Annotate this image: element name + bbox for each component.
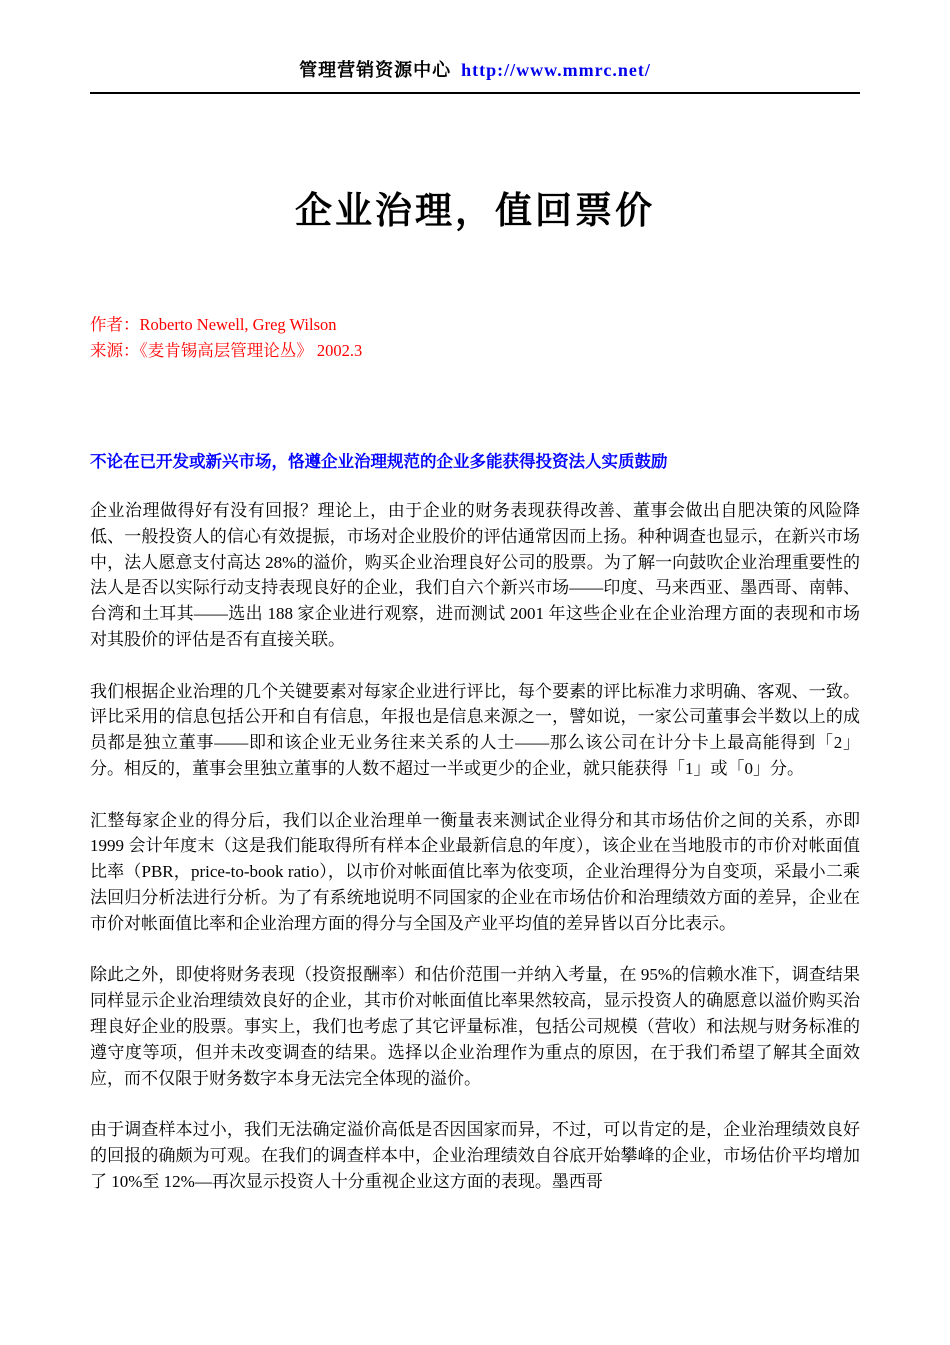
source-line: 来源：《麦肯锡高层管理论丛》 2002.3 — [90, 341, 363, 360]
article-body — [90, 498, 860, 1195]
page-header — [90, 58, 860, 82]
paragraph-4: 除此之外，即使将财务表现（投资报酬率）和估价范围一并纳入考量，在 95%的信赖水准下，调查结果同样显示企业治理绩效良好的企业，其市价对帐面值比率果然较高，显示投资人的确愿意以溢价购买治理良好企业的股票。事实上，我们也考虑了其它评量标准，包括公司规模（营收）和法规与财务标准的遵守度等项，但并未改变调查的结果。选择以企业治理作为重点的原因，在于我们希望了解其全面效应，而不仅限于财务数字本身无法完全体现的溢价。 — [90, 965, 860, 1088]
paragraph-3: 汇整每家企业的得分后，我们以企业治理单一衡量表来测试企业得分和其市场估价之间的关系，亦即 1999 会计年度末（这是我们能取得所有样本企业最新信息的年度），该企业在当地股市的市价对帐面值比率（PBR，price-to-book ratio），以市价对帐面值比率为依变项，企业治理得分为自变项，采最小二乘法回归分析法进行分析。为了有系统地说明不同国家的企业在市场估价和治理绩效方面的差异，企业在市价对帐面值比率和企业治理方面的得分与全国及产业平均值的差异皆以百分比表示。 — [90, 810, 860, 933]
article-title: 企业治理，值回票价 — [295, 191, 655, 232]
paragraph-5: 由于调查样本过小，我们无法确定溢价高低是否因国家而异，不过，可以肯定的是，企业治理绩效良好的回报的确颇为可观。在我们的调查样本中，企业治理绩效自谷底开始攀峰的企业，市场估价平均增加了 10%至 12%—再次显示投资人十分重视企业这方面的表现。墨西哥 — [90, 1120, 860, 1191]
site-name: 管理营销资源中心 — [299, 60, 452, 80]
site-url-link[interactable]: http://www.mmrc.net/ — [461, 60, 651, 80]
header-divider — [90, 92, 860, 94]
paragraph-2: 我们根据企业治理的几个关键要素对每家企业进行评比，每个要素的评比标准力求明确、客观、一致。评比采用的信息包括公开和自有信息，年报也是信息来源之一，譬如说，一家公司董事会半数以上的成员都是独立董事――即和该企业无业务往来关系的人士――那么该公司在计分卡上最高能得到「2」分。相反的，董事会里独立董事的人数不超过一半或更少的企业，就只能获得「1」或「0」分。 — [90, 681, 860, 778]
paragraph-1: 企业治理做得好有没有回报？理论上，由于企业的财务表现获得改善、董事会做出自肥决策的风险降低、一般投资人的信心有效提振，市场对企业股价的评估通常因而上扬。种种调查也显示，在新兴市场中，法人愿意支付高达 28%的溢价，购买企业治理良好公司的股票。为了解一向鼓吹企业治理重要性的法人是否以实际行动支持表现良好的企业，我们自六个新兴市场――印度、马来西亚、墨西哥、南韩、台湾和土耳其――选出 188 家企业进行观察，进而测试 2001 年这些企业在企业治理方面的表现和市场对其股价的评估是否有直接关联。 — [90, 501, 860, 649]
article-meta — [90, 312, 860, 364]
article-subtitle: 不论在已开发或新兴市场，恪遵企业治理规范的企业多能获得投资法人实质鼓励 — [90, 452, 668, 471]
author-line: 作者：Roberto Newell, Greg Wilson — [90, 315, 337, 334]
